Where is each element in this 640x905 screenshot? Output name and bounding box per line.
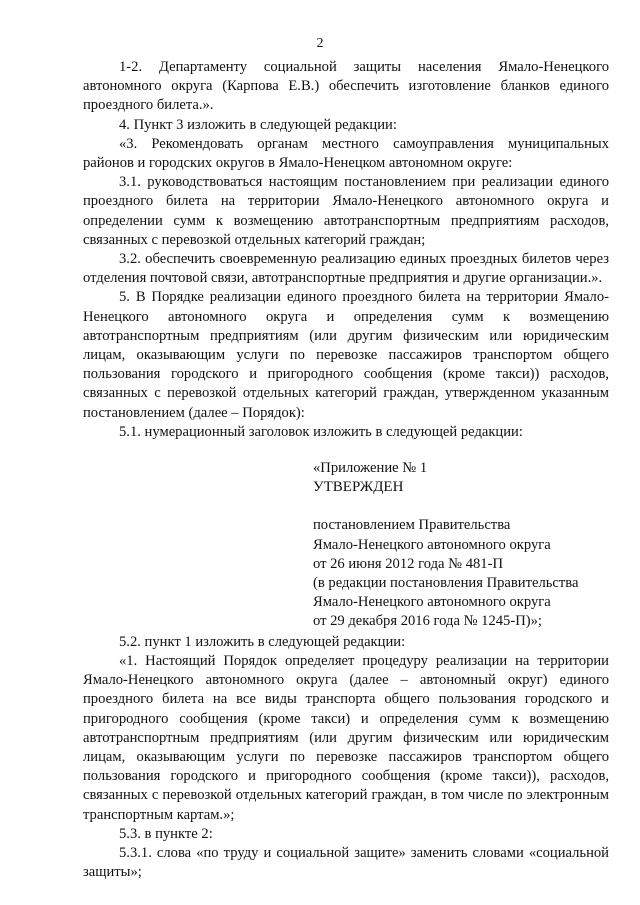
page-number: 2 [316, 36, 324, 51]
approval-line: Ямало-Ненецкого автономного округа [313, 536, 551, 553]
approved-title: УТВЕРЖДЕН [313, 479, 404, 496]
approval-spacer [313, 497, 609, 516]
paragraph: «1. Настоящий Порядок определяет процедуру реализации на территории Ямало-Ненецкого автономного округа (далее – автономный округ) единого проездного билета на все виды транспорта общего пользования городского и пригородного сообщения (кроме такси) и определения сумм к возмещению автотранспортным предприятиям (или другим физическим или юридическим лицам, оказывающим услуги по перевозке пассажиров транспортом общего пользования городского и пригородного сообщения (кроме такси)), расходов, связанных с перевозкой отдельных категорий граждан, в том числе по электронным транспортным картам.»; [83, 652, 609, 823]
paragraph: «3. Рекомендовать органам местного самоуправления муниципальных районов и городских округов в Ямало-Ненецком автономном округе: [83, 135, 609, 172]
appendix-heading: «Приложение № 1 [313, 460, 428, 477]
paragraph: 5.3. в пункте 2: [119, 825, 213, 842]
paragraph: 3.1. руководствоваться настоящим постановлением при реализации единого проездного билета на территории Ямало-Ненецкого автономного округа и определении сумм к возмещению автотранспортным предприятиям расходов, связанных с перевозкой отдельных категорий граждан; [83, 174, 609, 248]
approval-line: Ямало-Ненецкого автономного округа [313, 594, 551, 611]
document-body [83, 58, 609, 882]
paragraph: 3.2. обеспечить своевременную реализацию единых проездных билетов через отделения почтовой связи, автотранспортные предприятия и другие организации.». [83, 251, 609, 287]
paragraph: 4. Пункт 3 изложить в следующей редакции: [119, 116, 397, 133]
approval-line: постановлением Правительства [313, 517, 511, 534]
paragraph: 5.1. нумерационный заголовок изложить в следующей редакции: [119, 423, 523, 440]
paragraph: 5. В Порядке реализации единого проездного билета на территории Ямало-Ненецкого автономного округа и определения сумм к возмещению автотранспортным предприятиям (или другим физическим или юридическим лицам, оказывающим услуги по перевозке пассажиров транспортом общего пользования городского и пригородного сообщения (кроме такси)) расходов, связанных с перевозкой отдельных категорий граждан, утвержденном указанным постановлением (далее – Порядок): [83, 289, 609, 421]
approval-line: (в редакции постановления Правительства [313, 575, 579, 592]
approval-line: от 26 июня 2012 года № 481-П [313, 555, 504, 572]
approval-block [313, 459, 609, 632]
paragraph: 5.3.1. слова «по труду и социальной защите» заменить словами «социальной защиты»; [83, 844, 609, 881]
paragraph: 1-2. Департаменту социальной защиты населения Ямало-Ненецкого автономного округа (Карпова Е.В.) обеспечить изготовление бланков единого проездного билета.». [83, 59, 609, 114]
approval-line: от 29 декабря 2016 года № 1245-П)»; [313, 613, 542, 630]
paragraph: 5.2. пункт 1 изложить в следующей редакции: [119, 633, 406, 650]
